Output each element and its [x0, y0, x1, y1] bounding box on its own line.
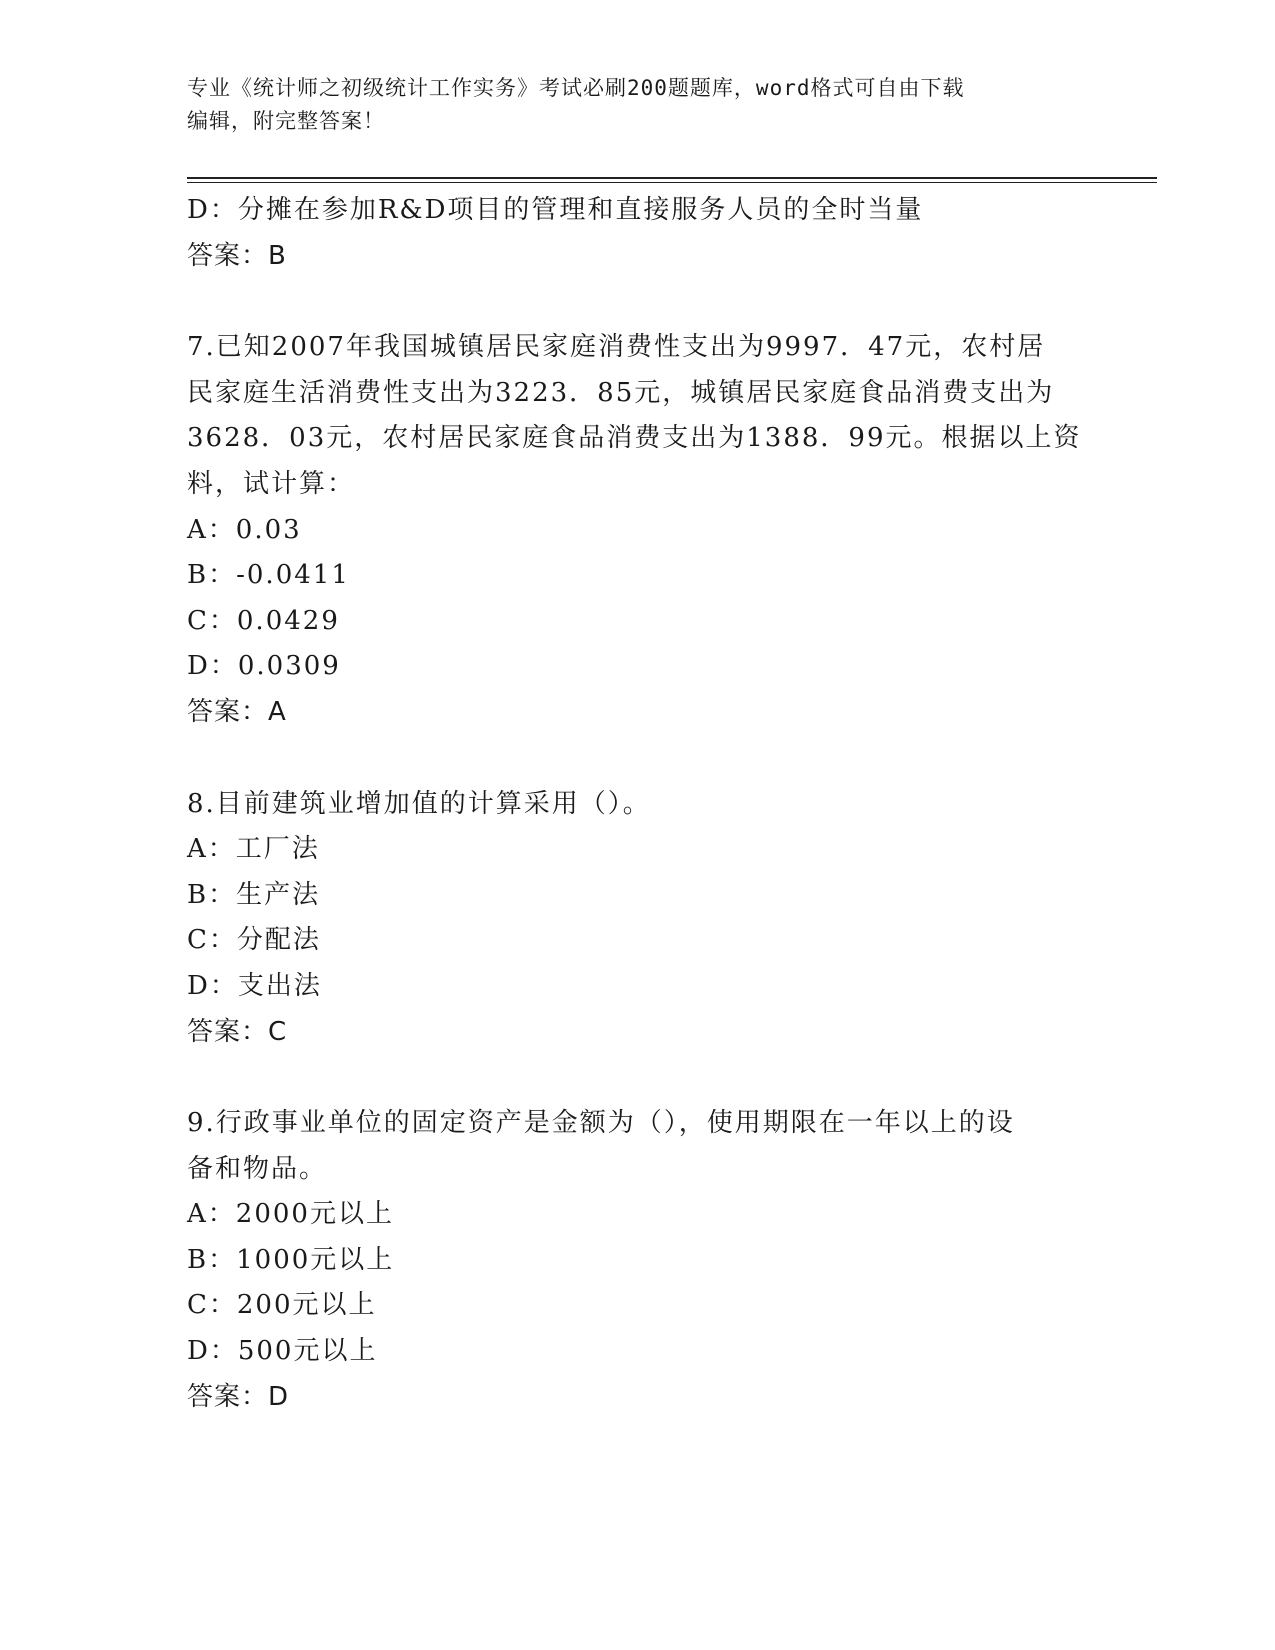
- option-a: A：2000元以上: [187, 1199, 394, 1230]
- option-c: C：0.0429: [187, 605, 340, 636]
- question-stem-line: 备和物品。: [187, 1153, 328, 1184]
- answer: 答案：D: [187, 1381, 290, 1412]
- question-stem-line: 7.已知2007年我国城镇居民家庭消费性支出为9997．47元，农村居: [187, 332, 1046, 363]
- option-d: D：分摊在参加R&D项目的管理和直接服务人员的全时当量: [187, 195, 924, 225]
- question-stem-line: 料，试计算：: [187, 468, 356, 499]
- option-c: C：200元以上: [187, 1290, 377, 1321]
- header-line-1: 专业《统计师之初级统计工作实务》考试必刷200题题库，word格式可自由下载: [187, 76, 965, 100]
- header-line-2: 编辑，附完整答案！: [187, 109, 385, 133]
- option-d: D：0.0309: [187, 651, 341, 682]
- option-b: B：1000元以上: [187, 1244, 395, 1275]
- option-a: A：0.03: [187, 514, 302, 545]
- option-b: B：-0.0411: [187, 560, 350, 591]
- option-b: B：生产法: [187, 879, 321, 910]
- question-6-tail: [187, 188, 1087, 279]
- question-7: [187, 325, 1087, 735]
- header-divider-thin: [187, 182, 1157, 183]
- question-9: [187, 1101, 1087, 1420]
- question-stem-line: 3628．03元，农村居民家庭食品消费支出为1388．99元。根据以上资: [187, 423, 1082, 454]
- question-list: [187, 188, 1087, 1420]
- question-stem-line: 民家庭生活消费性支出为3223．85元，城镇居民家庭食品消费支出为: [187, 377, 1055, 408]
- answer: 答案：A: [187, 696, 287, 727]
- question-8: [187, 782, 1087, 1056]
- answer: 答案：B: [187, 240, 287, 271]
- header-divider-thick: [187, 177, 1157, 179]
- option-d: D：支出法: [187, 970, 322, 1001]
- option-d: D：500元以上: [187, 1336, 378, 1367]
- answer: 答案：C: [187, 1016, 288, 1047]
- question-stem-line: 9.行政事业单位的固定资产是金额为（），使用期限在一年以上的设: [187, 1108, 1015, 1139]
- option-c: C：分配法: [187, 925, 321, 956]
- document-header: [187, 72, 1087, 138]
- option-a: A：工厂法: [187, 834, 320, 865]
- question-stem-line: 8.目前建筑业增加值的计算采用（）。: [187, 788, 651, 819]
